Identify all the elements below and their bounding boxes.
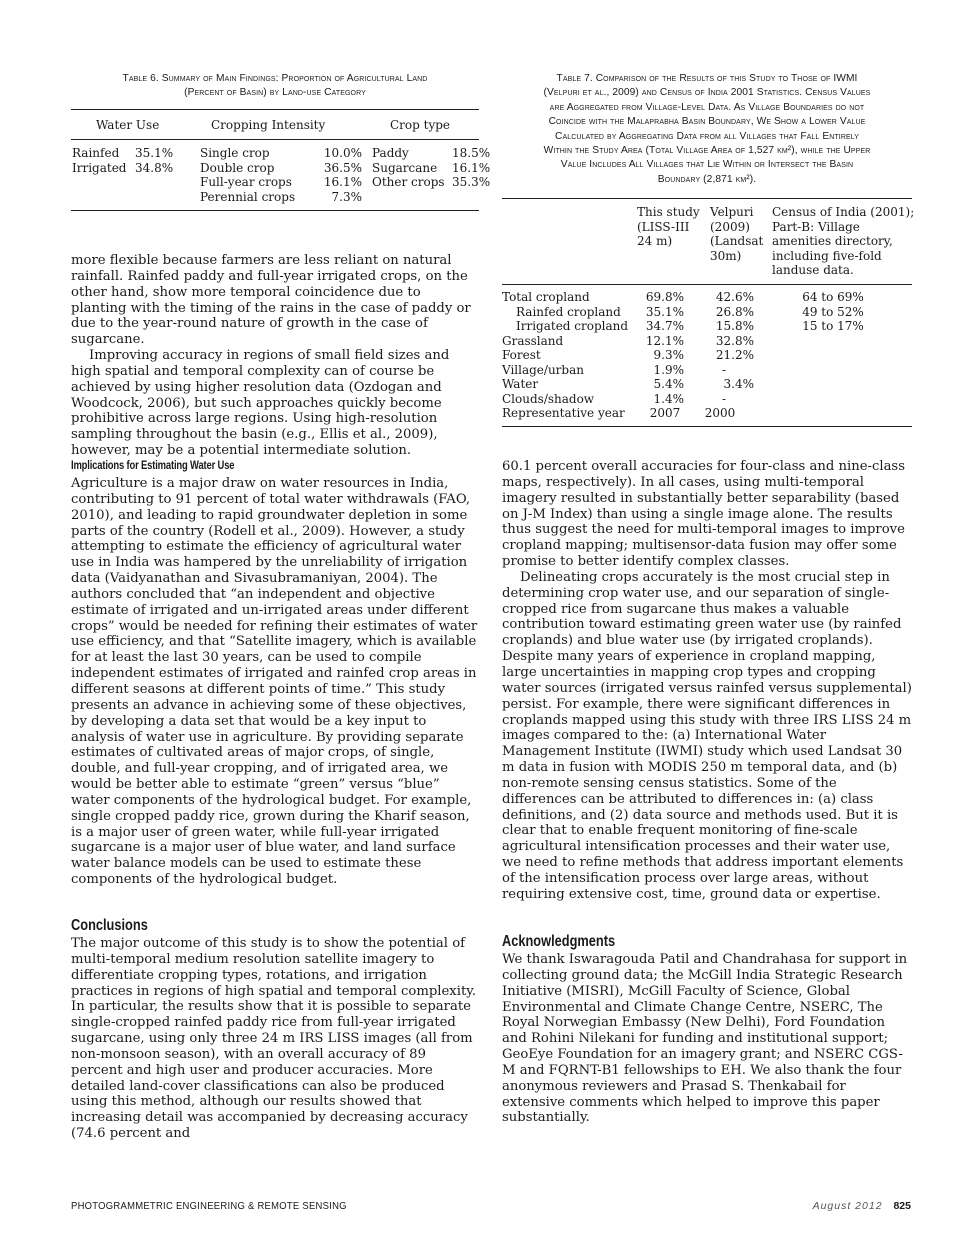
conclusions-heading: Conclusions [71,917,148,934]
velpuri-value: 15.8% [715,319,754,333]
paragraph: Agriculture is a major draw on water resources in India, contributing to 91 percent of total water withdrawals (FAO, 2010), and leading to rapid groundwater depletion in some parts of the country (Rodell et al., 2009). However, a study attempting to estimate the efficiency of agricultural water use in India was hampered by the unreliability of irrigation data (Vaidyanathan and Sivasubramaniyan, 2004). The authors concluded that “an independent and objective estimate of irrigated and un-irrigated areas under different crops” would be needed for refining their estimates of water use efficiency, and that “Satellite imagery, which is available for at least the last 30 years, can be used to compile independent estimates of irrigated and rainfed crop areas in different seasons at different points of time.” This study presents an advance in achieving some of these objectives, by developing a data set that would be a key input to analysis of water use in agriculture. By providing separate estimates of cultivated areas of major crops, of single, double, and full-year cropping, and of irrigated area, we would be better able to estimate “green” versus “blue” water components of the hydrological budget. For example, single cropped paddy rice, grown during the Kharif season, is a major user of green water, while full-year irrigated sugarcane is a major user of blue water, and land surface water balance models can be used to estimate these components of the hydrological budget. [71,476,478,888]
census-value [754,377,912,392]
acknowledgments-text [502,952,912,1126]
table7-bottom-rule [502,426,912,427]
acknowledgments-heading: Acknowledgments [502,933,616,950]
water-use-label: Irrigated [72,160,127,175]
water-use-value [135,175,200,190]
table6-body [72,146,490,204]
census-value [754,406,912,421]
table-row [72,175,490,190]
category-label: Forest [502,348,541,362]
category-label: Representative year [502,406,625,420]
this-study-value: 12.1% [645,333,684,348]
this-study-value: 69.8% [645,290,684,304]
crop-type-label: Paddy [372,146,409,160]
page-number: 825 [893,1200,911,1212]
water-use-value [135,190,200,205]
census-value: 49 to 52% [802,304,864,319]
table6-caption [71,72,479,101]
this-study-value: 34.7% [645,319,684,333]
velpuri-value: 3.4% [723,377,754,391]
table-row [502,392,912,407]
conclusions-text [71,936,479,1142]
water-use-label [72,175,135,190]
table7-caption-line: are Aggregated from Village-Level Data. As Village Boundaries do not [549,101,865,113]
table-row [502,334,912,349]
census-value [754,363,912,378]
paragraph: We thank Iswaragouda Patil and Chandrahasa for support in collecting ground data; the McGill India Strategic Research Initiative (MISRI), McGill Faculty of Science, Global Environmental and Climate Change Centre, NSERC, The Royal Norwegian Embassy (New Delhi), Ford Foundation and Rohini Nilekani for funding and institutional support; GeoEye Foundation for an imagery grant; and NSERC CGS-M and FQRNT-B1 fellowships to EH. We also thank the four anonymous reviewers and Prasad S. Thenkabail for extensive comments which helped to improve this paper substantially. [502,952,908,1126]
right-text [502,459,912,903]
velpuri-value: 32.8% [715,333,754,348]
category-label: Rainfed cropland [516,304,621,319]
crop-type-label [372,190,452,205]
table-row [502,290,912,305]
category-label: Village/urban [502,362,584,377]
table7-body [502,290,912,421]
table6-header-crop-type: Crop type [390,118,451,132]
table7-header-census: Census of India (2001); Part-B: Village amenities directory, including five-fold landuse data. [772,205,915,277]
table-row [502,363,912,378]
this-study-value: 9.3% [653,348,684,362]
table-row [502,348,912,363]
intensity-value: 16.1% [323,175,362,189]
paragraph: Improving accuracy in regions of small field sizes and high spatial and temporal complexity can of course be achieved by using higher resolution data (Ozdogan and Woodcock, 2006), but such approaches quickly become prohibitive across large regions. Using high-resolution sampling throughout the basin (e.g., Ellis et al., 2009), however, may be a potential intermediate solution. [71,348,450,459]
census-value [754,392,912,407]
table7-caption-line: (Velpuri et al., 2009) and Census of India 2001 Statistics. Census Values [543,87,871,99]
this-study-value: 2007 [649,406,681,420]
intensity-value: 10.0% [323,146,362,160]
this-study-value: 35.1% [645,304,684,319]
table-row [502,377,912,392]
velpuri-value: - [721,362,727,377]
category-label: Total cropland [502,290,590,304]
crop-type-label: Other crops [372,175,445,189]
table7-caption [502,72,912,187]
category-label: Irrigated cropland [516,319,629,333]
paragraph: The major outcome of this study is to show the potential of multi-temporal medium resolution satellite imagery to differentiate cropping types, rotations, and irrigation practices in regions of high spatial and temporal complexity. In particular, the results show that it is possible to separate single-cropped rainfed paddy rice from full-year irrigated sugarcane, using only three 24 m IRS LISS images (all from non-monsoon season), with an overall accuracy of 89 percent and high user and producer accuracies. More detailed land-cover classifications can also be produced using this method, although our results showed that increasing detail was accompanied by decreasing accuracy (74.6 percent and [71,936,477,1142]
this-study-value: 5.4% [653,377,684,391]
table7-caption-line: Value Includes All Villages that Lie Within or Intersect the Basin [560,159,854,171]
table6-header-rule [71,139,479,140]
journal-name: PHOTOGRAMMETRIC ENGINEERING & REMOTE SENSING [71,1200,347,1212]
velpuri-value: 21.2% [715,348,754,362]
issue-date: August 2012 [812,1200,883,1212]
category-label: Water [502,377,539,391]
census-value: 64 to 69% [802,290,864,304]
water-use-value: 35.1% [135,146,174,160]
table-row [502,319,912,334]
table7-caption-line: Within the Study Area (Total Village Area of 1,527 km²), while the Upper [543,145,871,157]
category-label: Grassland [502,333,564,348]
crop-type-value: 18.5% [452,146,491,160]
crop-type-label: Sugarcane [372,160,438,175]
intensity-value: 36.5% [323,160,362,175]
intensity-label: Full-year crops [200,175,292,189]
table7-header-this-study: This study (LISS-III 24 m) [637,205,700,248]
table6-bottom-rule [71,210,479,211]
table6-header-cropping-intensity: Cropping Intensity [211,118,326,132]
intensity-value: 7.3% [331,189,362,204]
table6-caption-line2: (Percent of Basin) by Land-use Category [184,87,366,99]
table7-top-rule [502,198,912,199]
crop-type-value [452,190,490,205]
velpuri-value: 42.6% [715,290,754,304]
table-row [502,305,912,320]
table6-header-water-use: Water Use [96,118,160,132]
paragraph: more flexible because farmers are less reliant on natural rainfall. Rainfed paddy and full-year irrigated crops, on the other hand, show more temporal coincidence due to planting with the timing of the rains in the case of paddy or due to the year-round nature of growth in the case of sugarcane. [71,253,471,348]
page-footer-right [813,1200,911,1212]
table7-header-velpuri: Velpuri (2009) (Landsat 30m) [710,205,764,263]
left-top-text [71,253,479,459]
table-row [72,190,490,205]
water-use-label: Rainfed [72,146,120,160]
intensity-label: Perennial crops [200,189,296,204]
table7-caption-line: Boundary (2,871 km²). [657,173,757,185]
table6-top-rule [71,109,479,110]
category-label: Clouds/shadow [502,391,595,406]
paragraph: Delineating crops accurately is the most crucial step in determining crop water use, and our separation of single-cropped rice from sugarcane thus makes a valuable contribution toward estimating green water use (by rainfed croplands) and blue water use (by irrigated croplands). Despite many years of experience in cropland mapping, large uncertainties in mapping crop types and cropping water sources (irrigated versus rainfed versus supplemental) persist. For example, there were significant differences in croplands mapped using this study with three IRS LISS 24 m images compared to the: (a) International Water Management Institute (IWMI) study which used Landsat 30 m data in fusion with MODIS 250 m temporal data, and (b) non-remote sensing census statistics. Some of the differences can be attributed to differences in: (a) class definitions, and (2) data source and methods used. But it is clear that to enable frequent monitoring of fine-scale agricultural intensification processes and their water use, we need to refine methods that address important elements of the intensification process over large areas, without requiring extensive cost, time, ground data or expertise. [502,569,912,902]
table7-caption-line: Coincide with the Malaprabha Basin Boundary, We Show a Lower Value [548,116,866,128]
velpuri-value: - [721,391,727,406]
velpuri-value: 26.8% [715,304,754,319]
crop-type-value: 35.3% [452,175,491,189]
table6-caption-line1: Table 6. Summary of Main Findings: Proportion of Agricultural Land [122,73,428,84]
paragraph: 60.1 percent overall accuracies for four-class and nine-class maps, respectively). In all cases, using multi-temporal imagery resulted in substantially better separability (based on J-M Index) than using a single image alone. The results thus suggest the need for multi-temporal images to improve cropland mapping; multisensor-data fusion may offer some promise to better identify complex classes. [502,459,905,570]
census-value [754,334,912,349]
table-row [72,161,490,176]
implications-text [71,476,479,888]
water-use-value: 34.8% [135,160,174,175]
census-value: 15 to 17% [802,319,864,333]
census-value [754,348,912,363]
table7-caption-line: Table 7. Comparison of the Results of this Study to Those of IWMI [556,73,858,84]
implications-heading: Implications for Estimating Water Use [71,460,235,472]
water-use-label [72,190,135,205]
this-study-value: 1.9% [653,362,684,377]
this-study-value: 1.4% [653,391,684,406]
table7-caption-line: Calculated by Aggregating Data from all Villages that Fall Entirely [555,130,859,142]
table-row [502,406,912,421]
crop-type-value: 16.1% [452,160,491,175]
velpuri-value: 2000 [704,406,736,420]
intensity-label: Double crop [200,160,275,175]
intensity-label: Single crop [200,146,270,160]
table7-header-rule [502,284,912,285]
table-row [72,146,490,161]
